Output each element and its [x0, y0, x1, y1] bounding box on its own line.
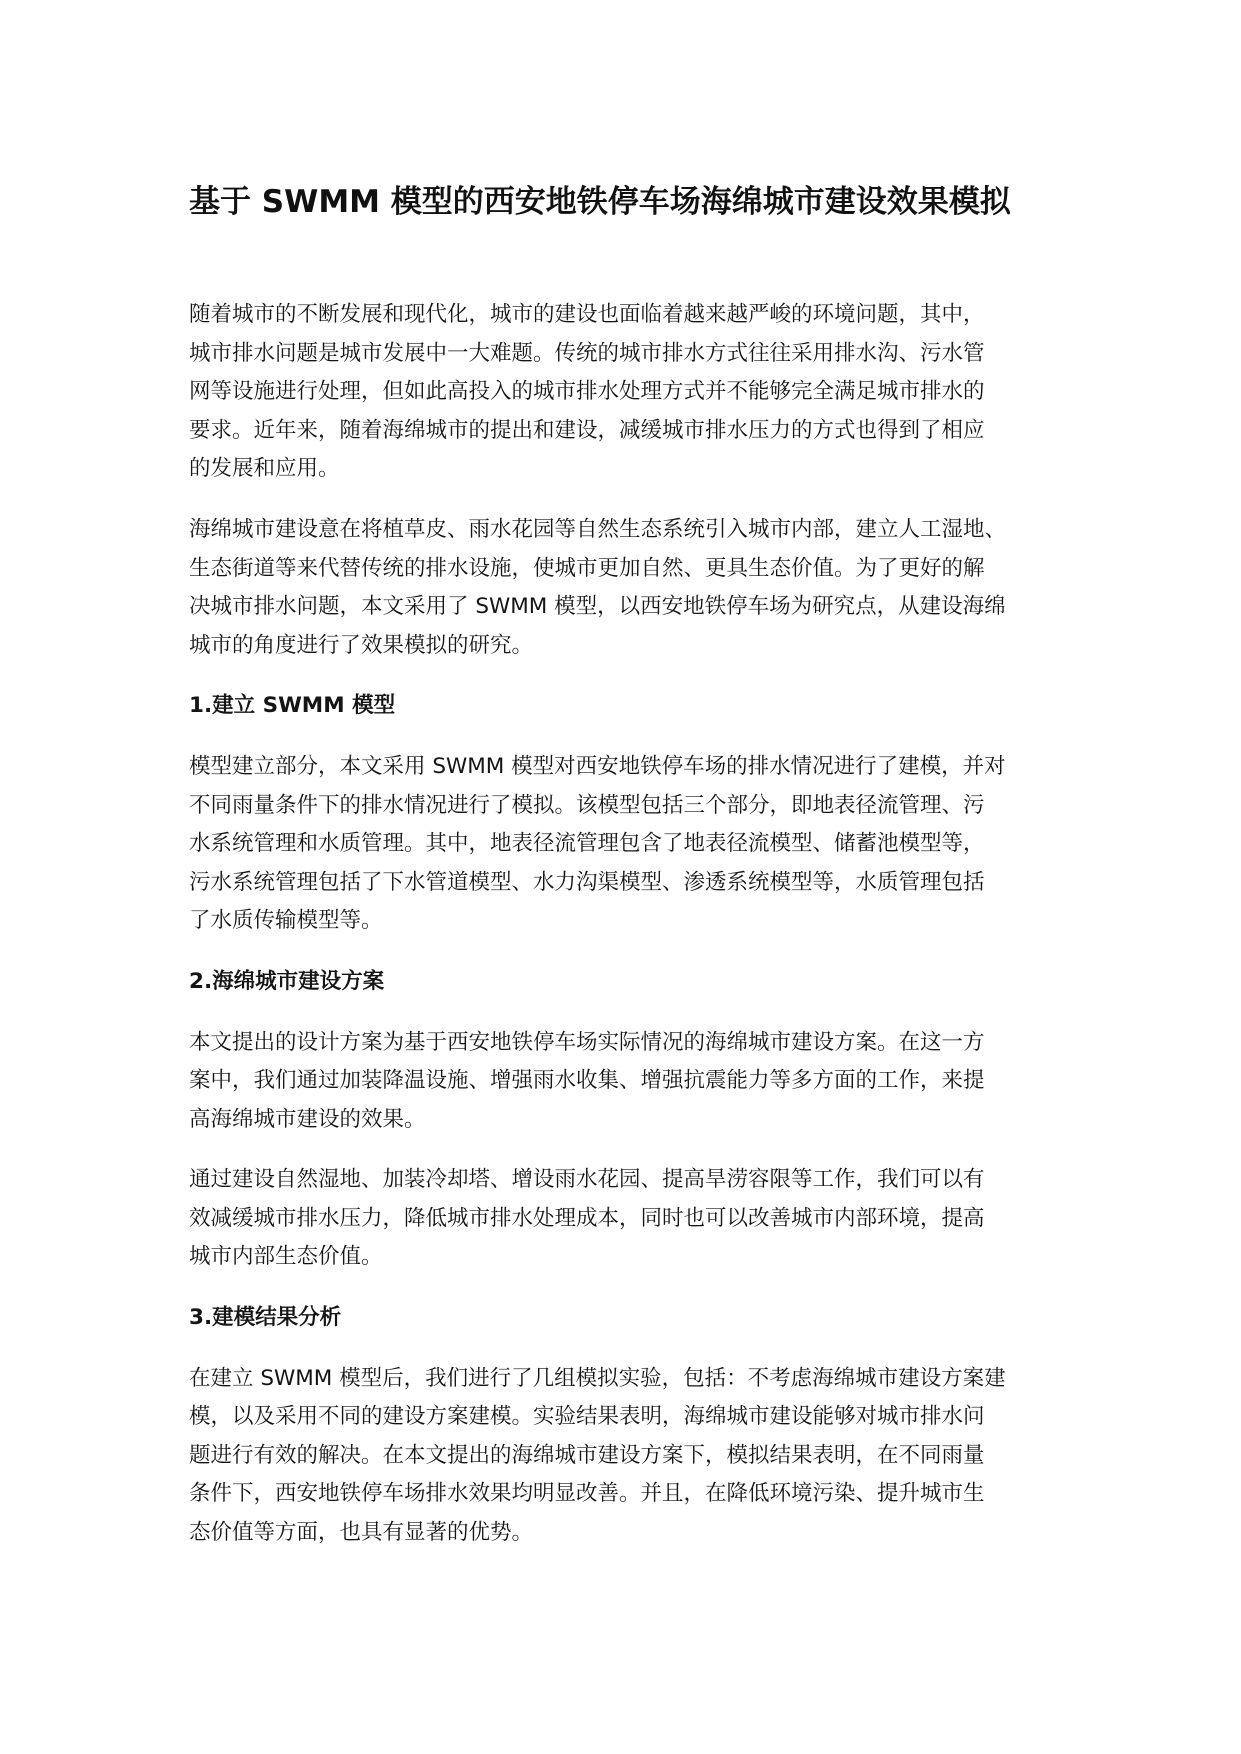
text-line: 了水质传输模型等。: [189, 908, 383, 934]
text-line: 题进行有效的解决。在本文提出的海绵城市建设方案下，模拟结果表明，在不同雨量: [189, 1442, 985, 1468]
document-content: [189, 172, 1069, 1575]
text-line: 态价值等方面，也具有显著的优势。: [189, 1520, 534, 1546]
text-line: 通过建设自然湿地、加装冷却塔、增设雨水花园、提高旱涝容限等工作，我们可以有: [189, 1167, 985, 1193]
model-paragraph: [189, 748, 1069, 941]
text-line: 的发展和应用。: [189, 456, 340, 482]
text-line: 生态街道等来代替传统的排水设施，使城市更加自然、更具生态价值。为了更好的解: [189, 555, 985, 581]
text-line: 污水系统管理包括了下水管道模型、水力沟渠模型、渗透系统模型等，水质管理包括: [189, 869, 985, 895]
plan-paragraph: [189, 1024, 1069, 1140]
benefits-paragraph: [189, 1161, 1069, 1277]
text-line: 模型建立部分，本文采用 SWMM 模型对西安地铁停车场的排水情况进行了建模，并对: [189, 753, 1006, 779]
text-line: 模，以及采用不同的建设方案建模。实验结果表明，海绵城市建设能够对城市排水问: [189, 1404, 985, 1430]
text-line: 高海绵城市建设的效果。: [189, 1106, 426, 1132]
text-line: 网等设施进行处理，但如此高投入的城市排水处理方式并不能够完全满足城市排水的: [189, 379, 985, 405]
text-line: 海绵城市建设意在将植草皮、雨水花园等自然生态系统引入城市内部，建立人工湿地、: [189, 516, 1007, 542]
text-line: 城市的角度进行了效果模拟的研究。: [189, 632, 534, 658]
text-line: 条件下，西安地铁停车场排水效果均明显改善。并且，在降低环境污染、提升城市生: [189, 1481, 985, 1507]
text-line: 在建立 SWMM 模型后，我们进行了几组模拟实验，包括：不考虑海绵城市建设方案建: [189, 1365, 1006, 1391]
text-line: 随着城市的不断发展和现代化，城市的建设也面临着越来越严峻的环境问题，其中，: [189, 302, 985, 327]
results-paragraph: [189, 1360, 1069, 1553]
text-line: 案中，我们通过加装降温设施、增强雨水收集、增强抗震能力等多方面的工作，来提: [189, 1068, 985, 1094]
text-line: 城市排水问题是城市发展中一大难题。传统的城市排水方式往往采用排水沟、污水管: [189, 340, 985, 366]
text-line: 城市内部生态价值。: [189, 1244, 383, 1270]
background-paragraph: [189, 511, 1069, 665]
section-heading-results: 3.建模结果分析: [189, 1305, 342, 1331]
text-line: 不同雨量条件下的排水情况进行了模拟。该模型包括三个部分，即地表径流管理、污: [189, 792, 985, 818]
text-line: 本文提出的设计方案为基于西安地铁停车场实际情况的海绵城市建设方案。在这一方: [189, 1029, 985, 1055]
section-heading-plan: 2.海绵城市建设方案: [189, 968, 385, 994]
text-line: 效减缓城市排水压力，降低城市排水处理成本，同时也可以改善城市内部环境，提高: [189, 1205, 985, 1231]
document-title: 基于 SWMM 模型的西安地铁停车场海绵城市建设效果模拟: [189, 184, 1011, 220]
text-line: 要求。近年来，随着海绵城市的提出和建设，减缓城市排水压力的方式也得到了相应: [189, 417, 985, 443]
text-line: 水系统管理和水质管理。其中，地表径流管理包含了地表径流模型、储蓄池模型等，: [189, 831, 985, 857]
intro-paragraph: [189, 296, 1069, 489]
section-heading-model: 1.建立 SWMM 模型: [189, 693, 396, 719]
text-line: 决城市排水问题，本文采用了 SWMM 模型，以西安地铁停车场为研究点，从建设海绵: [189, 594, 1006, 620]
